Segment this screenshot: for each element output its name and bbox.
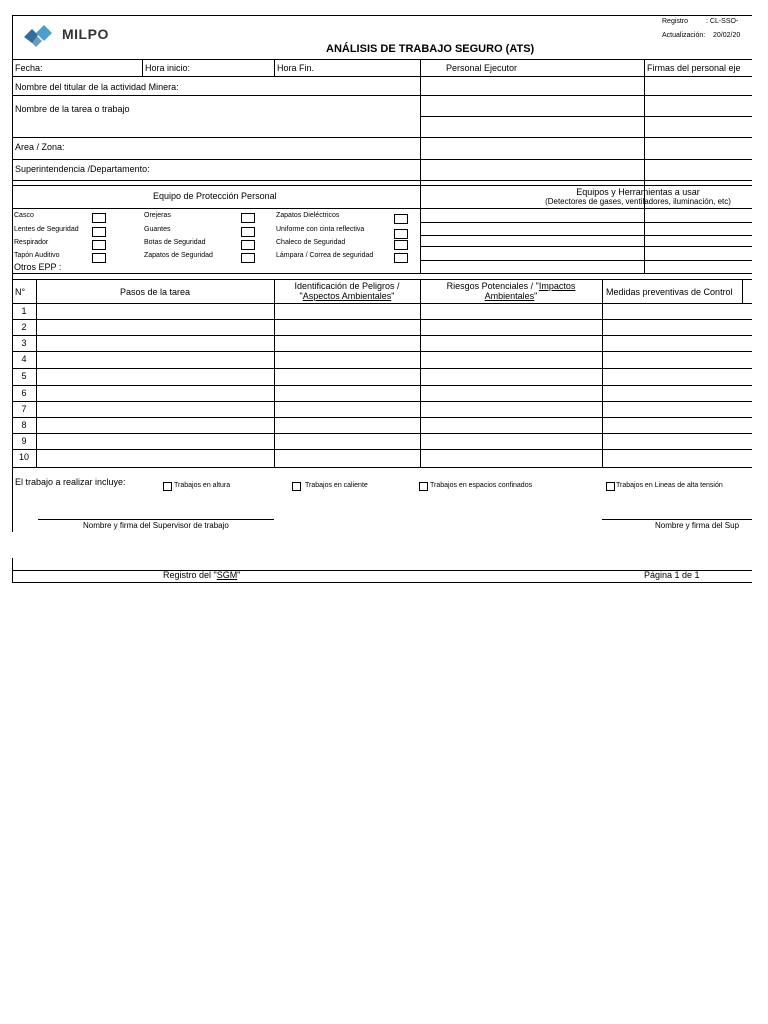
- step-number: 2: [21, 322, 27, 332]
- col-peligros-header-1: Identificación de Peligros /: [294, 281, 400, 291]
- step-number: 6: [21, 388, 27, 398]
- signature-line: [38, 519, 274, 520]
- epp-uniforme: Uniforme con cinta reflectiva: [276, 226, 365, 233]
- row-line: [12, 208, 752, 209]
- supervisor-signature-label: Nombre y firma del Supervisor de trabajo: [83, 521, 229, 530]
- hora-inicio-label: Hora inicio:: [145, 63, 191, 73]
- step-number: 5: [21, 371, 27, 381]
- row-line: [12, 180, 752, 181]
- epp-tapon: Tapón Auditivo: [14, 252, 60, 259]
- row-line: [12, 273, 752, 274]
- ambientales-link: Ambientales: [484, 291, 535, 301]
- col-pasos-header: Pasos de la tarea: [120, 287, 191, 297]
- row-line: [420, 116, 752, 117]
- epp-lampara: Lámpara / Correa de seguridad: [276, 252, 374, 259]
- aspectos-ambientales-link: Aspectos Ambientales: [302, 291, 392, 301]
- col-no-header: N°: [15, 287, 26, 297]
- epp-zapatos: Zapatos de Seguridad: [144, 252, 213, 259]
- row-line: [12, 95, 420, 96]
- otros-epp-label: Otros EPP :: [14, 262, 62, 272]
- firmas-label: Firmas del personal eje: [647, 63, 741, 73]
- col-peligros-header-2: "Aspectos Ambientales": [299, 291, 395, 301]
- checkbox-lampara[interactable]: [394, 253, 408, 263]
- step-number: 3: [21, 338, 27, 348]
- checkbox-tapon[interactable]: [92, 253, 106, 263]
- row-line: [420, 235, 752, 236]
- step-row-line: [12, 449, 752, 450]
- col-line: [420, 59, 421, 273]
- step-number: 9: [21, 436, 27, 446]
- row-line: [12, 59, 752, 60]
- titular-label: Nombre del titular de la actividad Minera:: [15, 82, 179, 92]
- step-row-line: [12, 401, 752, 402]
- row-line: [12, 159, 420, 160]
- footer-registro: [163, 570, 240, 581]
- sgm-link: SGM: [216, 570, 238, 580]
- area-label: Area / Zona:: [15, 142, 65, 152]
- personal-ejecutor-label: Personal Ejecutor: [446, 63, 518, 73]
- page-title: ANÁLISIS DE TRABAJO SEGURO (ATS): [326, 43, 535, 55]
- trabajo-alta-tension: Trabajos en Lineas de alta tensión: [616, 482, 723, 489]
- row-line: [420, 95, 752, 96]
- row-line: [420, 159, 752, 160]
- checkbox-orejeras[interactable]: [241, 213, 255, 223]
- checkbox-respirador[interactable]: [92, 240, 106, 250]
- epp-chaleco: Chaleco de Seguridad: [276, 239, 346, 246]
- epp-casco: Casco: [14, 212, 34, 219]
- col-line: [420, 279, 421, 467]
- step-row-line: [12, 417, 752, 418]
- row-line: [12, 185, 752, 186]
- step-row-line: [12, 385, 752, 386]
- col-medidas-header: Medidas preventivas de Control: [606, 287, 733, 297]
- checkbox-chaleco[interactable]: [394, 240, 408, 250]
- step-row-line: [12, 433, 752, 434]
- row-line: [420, 246, 752, 247]
- step-number: 10: [18, 452, 29, 462]
- sup2-signature-label: Nombre y firma del Sup: [655, 521, 740, 530]
- signature-line: [602, 519, 752, 520]
- fecha-label: Fecha:: [15, 63, 43, 73]
- epp-respirador: Respirador: [14, 239, 49, 246]
- row-line: [12, 582, 752, 583]
- actualizacion-value: 20/02/20: [713, 32, 741, 39]
- checkbox-zapatos[interactable]: [241, 253, 255, 263]
- col-line: [602, 279, 603, 467]
- row-line: [12, 570, 752, 571]
- col-line: [36, 279, 37, 467]
- superintendencia-label: Superintendencia /Departamento:: [15, 164, 150, 174]
- riesgos-label: Riesgos Potenciales /: [446, 281, 534, 291]
- col-line: [142, 59, 143, 76]
- step-row-line: [12, 351, 752, 352]
- tarea-label: Nombre de la tarea o trabajo: [15, 104, 130, 114]
- checkbox-lentes[interactable]: [92, 227, 106, 237]
- checkbox-caliente[interactable]: [292, 482, 301, 491]
- top-border: [12, 15, 752, 16]
- step-row-line: [12, 467, 752, 468]
- hora-fin-label: Hora Fin.: [277, 63, 315, 73]
- row-line: [12, 76, 752, 77]
- impactos-link: Impactos: [538, 281, 576, 291]
- col-riesgos-header-2: Ambientales": [484, 291, 538, 301]
- step-number: 8: [21, 420, 27, 430]
- epp-orejeras: Orejeras: [144, 212, 171, 219]
- row-line: [12, 279, 752, 280]
- footer-pagina: Página 1 de 1: [644, 570, 700, 580]
- checkbox-confinados[interactable]: [419, 482, 428, 491]
- col-line: [644, 59, 645, 273]
- col-line: [742, 279, 743, 303]
- col-line: [274, 59, 275, 76]
- epp-zapatos-dielectricos: Zapatos Dieléctricos: [276, 212, 340, 219]
- epp-lentes: Lentes de Seguridad: [14, 226, 79, 233]
- col-line: [274, 279, 275, 467]
- epp-title: Equipo de Protección Personal: [153, 191, 277, 201]
- epp-guantes: Guantes: [144, 226, 171, 233]
- milpo-logo-icon: [22, 23, 62, 47]
- step-row-line: [12, 368, 752, 369]
- trabajo-label: El trabajo a realizar incluye:: [15, 477, 126, 487]
- logo-text: MILPO: [62, 26, 109, 42]
- trabajo-altura: Trabajos en altura: [174, 482, 231, 489]
- row-line: [12, 303, 752, 304]
- registro-pre: Registro del ": [163, 570, 217, 580]
- step-number: 7: [21, 404, 27, 414]
- checkbox-zapatos-dielectricos[interactable]: [394, 214, 408, 224]
- equipos-title: Equipos y Herramientas a usar: [576, 187, 700, 197]
- step-number: 4: [21, 354, 27, 364]
- trabajo-caliente: Trabajos en caliente: [305, 482, 368, 489]
- row-line: [420, 260, 752, 261]
- checkbox-alta-tension[interactable]: [606, 482, 615, 491]
- checkbox-botas[interactable]: [241, 240, 255, 250]
- step-row-line: [12, 319, 752, 320]
- equipos-subtitle: (Detectores de gases, ventiladores, iluminación, etc): [545, 197, 731, 206]
- checkbox-guantes[interactable]: [241, 227, 255, 237]
- step-row-line: [12, 335, 752, 336]
- registro-value: : CL-SSO-: [706, 18, 739, 25]
- actualizacion-label: Actualización:: [662, 32, 706, 39]
- checkbox-casco[interactable]: [92, 213, 106, 223]
- registro-post: ": [237, 570, 241, 580]
- epp-botas: Botas de Seguridad: [144, 239, 206, 246]
- row-line: [12, 137, 752, 138]
- checkbox-uniforme[interactable]: [394, 229, 408, 239]
- row-line: [420, 222, 752, 223]
- milpo-logo: [22, 23, 122, 49]
- checkbox-altura[interactable]: [163, 482, 172, 491]
- registro-label: Registro: [662, 18, 689, 25]
- trabajo-confinados: Trabajos en espacios confinados: [430, 482, 533, 489]
- col-riesgos-header-1: Riesgos Potenciales / "Impactos: [446, 281, 576, 291]
- step-number: 1: [21, 306, 27, 316]
